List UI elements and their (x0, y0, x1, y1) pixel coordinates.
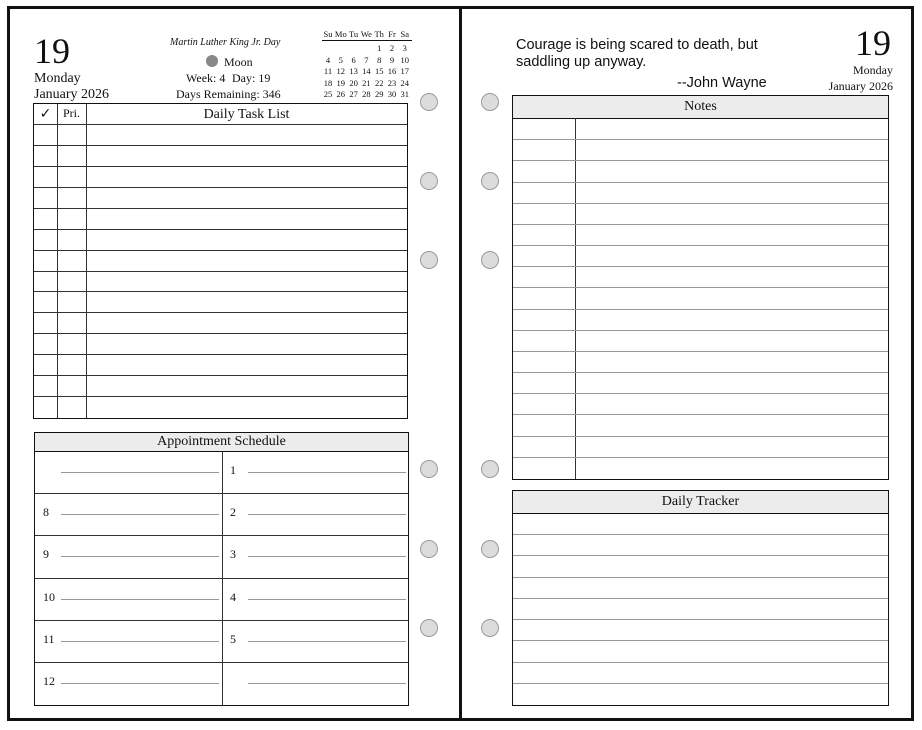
appointment-slot[interactable] (35, 493, 222, 535)
quote-line-1: Courage is being scared to death, but (516, 37, 758, 53)
binder-hole-icon (420, 93, 438, 111)
task-entry-field[interactable] (86, 145, 407, 166)
task-entry-field[interactable] (86, 187, 407, 208)
mini-calendar-weekday-header: Fr (388, 29, 396, 39)
appointment-hour-label: 4 (230, 589, 236, 604)
binder-hole-icon (420, 619, 438, 637)
mini-calendar-weekday-header: Mo (334, 29, 347, 39)
daily-task-list (33, 103, 408, 419)
left-planner-page (7, 6, 462, 721)
mini-calendar-day[interactable]: 3 (402, 43, 407, 53)
mini-calendar-day[interactable]: 13 (349, 66, 358, 76)
binder-hole-icon (481, 460, 499, 478)
mini-calendar-day[interactable]: 11 (323, 66, 333, 76)
appointment-slot[interactable] (222, 662, 409, 704)
mini-calendar-day[interactable]: 16 (387, 66, 397, 76)
appointment-slot[interactable] (222, 535, 409, 577)
mini-calendar-day[interactable]: 12 (336, 66, 346, 76)
mini-calendar (322, 29, 412, 101)
task-entry-field[interactable] (86, 396, 407, 417)
mini-calendar-day[interactable]: 31 (400, 89, 410, 99)
mini-calendar-day[interactable]: 15 (374, 66, 384, 76)
date-month-year: January 2026 (34, 87, 110, 102)
task-entry-field[interactable] (86, 271, 407, 292)
binder-hole-icon (481, 93, 499, 111)
mini-calendar-day[interactable]: 7 (364, 54, 369, 65)
task-entry-field[interactable] (86, 333, 407, 354)
mini-calendar-day[interactable]: 27 (349, 89, 358, 99)
daily-tracker-title: Daily Tracker (513, 491, 888, 514)
appointment-hour-label: 5 (230, 631, 236, 646)
appointment-slot[interactable] (35, 578, 222, 620)
right-date-day-number: 19 (855, 23, 891, 63)
mini-calendar-day[interactable]: 21 (362, 77, 371, 88)
binder-hole-icon (481, 619, 499, 637)
quote-line-2: saddling up anyway. (516, 54, 647, 70)
mini-calendar-day[interactable]: 2 (389, 43, 395, 53)
mini-calendar-day[interactable]: 17 (400, 66, 410, 76)
week-number: Week: 4 (186, 71, 226, 85)
mini-calendar-day[interactable]: 4 (325, 54, 331, 65)
task-entry-field[interactable] (86, 291, 407, 312)
appointment-hour-label: 1 (230, 463, 236, 478)
binder-hole-icon (420, 172, 438, 190)
date-day-number: 19 (34, 31, 70, 71)
binder-hole-icon (481, 540, 499, 558)
mini-calendar-day[interactable]: 18 (323, 77, 333, 88)
date-weekday: Monday (34, 71, 81, 86)
moon-phase-icon (206, 55, 218, 67)
mini-calendar-weekday-header: We (360, 29, 372, 39)
mini-calendar-day[interactable]: 10 (400, 54, 410, 65)
task-entry-field[interactable] (86, 250, 407, 271)
appointment-slot[interactable] (35, 451, 222, 493)
mini-calendar-day[interactable]: 9 (389, 54, 395, 65)
appointment-hour-label: 12 (43, 673, 55, 688)
quote-author: --John Wayne (677, 75, 767, 91)
mini-calendar-weekday-header: Tu (349, 29, 359, 39)
appointment-hour-label: 9 (43, 547, 49, 562)
appointment-slot[interactable] (222, 493, 409, 535)
right-date-weekday: Monday (853, 63, 893, 77)
appointment-slot[interactable] (35, 535, 222, 577)
daily-tracker-section (512, 490, 889, 706)
binder-hole-icon (420, 251, 438, 269)
mini-calendar-day[interactable]: 23 (387, 77, 397, 88)
appointment-hour-label: 2 (230, 505, 236, 520)
mini-calendar-day[interactable]: 30 (387, 89, 397, 99)
notes-title: Notes (513, 96, 888, 119)
mini-calendar-day[interactable]: 20 (349, 77, 358, 88)
check-column-divider (57, 104, 58, 418)
appointment-schedule (34, 432, 409, 706)
task-entry-field[interactable] (86, 166, 407, 187)
mini-calendar-day[interactable]: 24 (400, 77, 410, 88)
mini-calendar-day[interactable]: 25 (323, 89, 333, 99)
task-entry-field[interactable] (86, 354, 407, 375)
binder-hole-icon (420, 460, 438, 478)
holiday-label: Martin Luther King Jr. Day (170, 37, 281, 48)
binder-hole-icon (420, 540, 438, 558)
task-entry-field[interactable] (86, 312, 407, 333)
task-entry-field[interactable] (86, 375, 407, 396)
days-remaining: Days Remaining: 346 (176, 87, 281, 101)
appointment-slot[interactable] (35, 662, 222, 704)
mini-calendar-day[interactable]: 28 (362, 89, 371, 99)
appointment-slot[interactable] (222, 451, 409, 493)
appointment-schedule-title: Appointment Schedule (35, 433, 408, 452)
day-of-year: Day: 19 (232, 71, 271, 85)
mini-calendar-day[interactable]: 5 (338, 54, 343, 65)
appointment-hour-label: 10 (43, 589, 55, 604)
mini-calendar-day[interactable]: 6 (351, 54, 356, 65)
notes-section (512, 95, 889, 480)
mini-calendar-day[interactable]: 1 (377, 43, 382, 53)
appointment-slot[interactable] (222, 620, 409, 662)
task-entry-field[interactable] (86, 124, 407, 145)
binder-hole-icon (481, 251, 499, 269)
appointment-hour-label: 8 (43, 505, 49, 520)
task-entry-field[interactable] (86, 229, 407, 250)
mini-calendar-weekday-header: Th (374, 29, 384, 39)
right-planner-page (459, 6, 914, 721)
appointment-hour-label: 3 (230, 547, 236, 562)
mini-calendar-day[interactable]: 8 (377, 54, 382, 65)
mini-calendar-day[interactable]: 29 (374, 89, 384, 99)
mini-calendar-divider (322, 40, 412, 41)
mini-calendar-weekday-header: Sa (400, 29, 410, 39)
tracker-writing-area[interactable] (513, 513, 888, 705)
task-entry-field[interactable] (86, 208, 407, 229)
appointment-slot[interactable] (35, 620, 222, 662)
check-column-header: ✓ (39, 106, 52, 122)
right-date-month-year: January 2026 (828, 79, 893, 93)
mini-calendar-day[interactable]: 19 (336, 77, 346, 88)
mini-calendar-day[interactable]: 14 (362, 66, 371, 76)
mini-calendar-day[interactable]: 22 (374, 77, 384, 88)
task-list-title: Daily Task List (203, 107, 290, 122)
priority-column-header: Pri. (62, 106, 80, 120)
appointment-hour-label: 11 (43, 631, 55, 646)
mini-calendar-weekday-header: Su (323, 29, 333, 39)
binder-hole-icon (481, 172, 499, 190)
appointment-slot[interactable] (222, 578, 409, 620)
moon-label: Moon (224, 55, 253, 69)
mini-calendar-day[interactable]: 26 (336, 89, 346, 99)
notes-writing-area[interactable] (575, 118, 888, 479)
